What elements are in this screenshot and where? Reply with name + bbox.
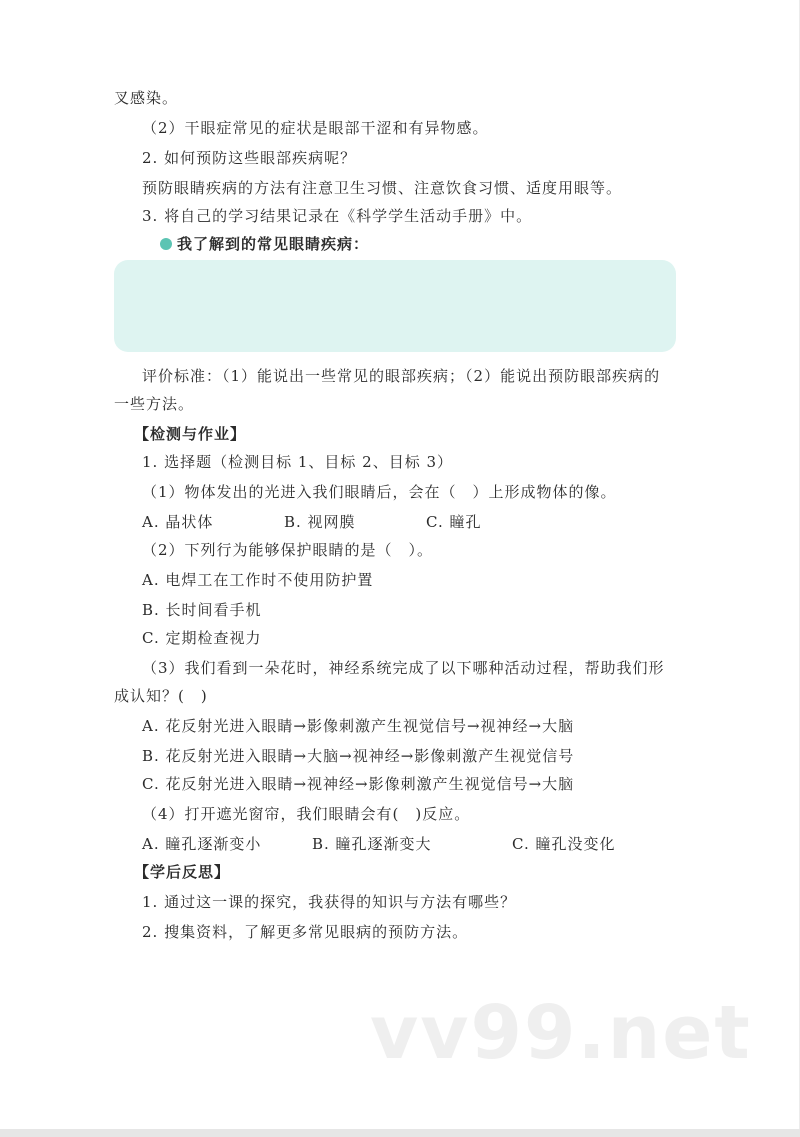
question: （3）我们看到一朵花时，神经系统完成了以下哪种活动过程，帮助我们形 <box>142 659 665 677</box>
option: C. 花反射光进入眼睛→视神经→影像刺激产生视觉信号→大脑 <box>142 775 575 793</box>
option: C. 瞳孔 <box>426 513 482 531</box>
option: A. 花反射光进入眼睛→影像刺激产生视觉信号→视神经→大脑 <box>142 717 575 735</box>
section-heading: 【检测与作业】 <box>134 425 247 443</box>
page-bottom-edge <box>0 1129 800 1137</box>
question: 成认知？( ) <box>114 687 208 705</box>
text-line: 1. 选择题（检测目标 1、目标 2、目标 3） <box>142 453 454 471</box>
text-line: （2）干眼症常见的症状是眼部干涩和有异物感。 <box>142 119 489 137</box>
text-line: 1. 通过这一课的探究，我获得的知识与方法有哪些？ <box>142 893 517 911</box>
option: A. 晶状体 <box>142 513 214 531</box>
option: A. 瞳孔逐渐变小 <box>142 835 262 853</box>
option: C. 定期检查视力 <box>142 629 262 647</box>
bullet-dot-icon <box>160 238 172 250</box>
option: B. 视网膜 <box>284 513 356 531</box>
text-line: 2. 搜集资料，了解更多常见眼病的预防方法。 <box>142 923 469 941</box>
option: C. 瞳孔没变化 <box>512 835 616 853</box>
option: B. 瞳孔逐渐变大 <box>312 835 432 853</box>
text-line: 一些方法。 <box>114 395 195 413</box>
text-line: 3. 将自己的学习结果记录在《科学学生活动手册》中。 <box>142 207 533 225</box>
text-line: 叉感染。 <box>114 89 179 107</box>
section-heading: 【学后反思】 <box>134 863 231 881</box>
option: B. 花反射光进入眼睛→大脑→视神经→影像刺激产生视觉信号 <box>142 747 575 765</box>
answer-prompt: 我了解到的常见眼睛疾病： <box>177 235 370 253</box>
question: （2）下列行为能够保护眼睛的是（ ）。 <box>142 541 434 559</box>
text-line: 预防眼睛疾病的方法有注意卫生习惯、注意饮食习惯、适度用眼等。 <box>142 179 623 197</box>
text-line: 评价标准：（1）能说出一些常见的眼部疾病；（2）能说出预防眼部疾病的 <box>142 367 661 385</box>
watermark: vv99.net <box>370 990 752 1076</box>
option: B. 长时间看手机 <box>142 601 262 619</box>
question: （4）打开遮光窗帘，我们眼睛会有( )反应。 <box>142 805 471 823</box>
question: （1）物体发出的光进入我们眼睛后，会在（ ）上形成物体的像。 <box>142 483 617 501</box>
answer-box[interactable] <box>114 260 676 352</box>
text-line: 2. 如何预防这些眼部疾病呢？ <box>142 149 357 167</box>
option: A. 电焊工在工作时不使用防护置 <box>142 571 374 589</box>
